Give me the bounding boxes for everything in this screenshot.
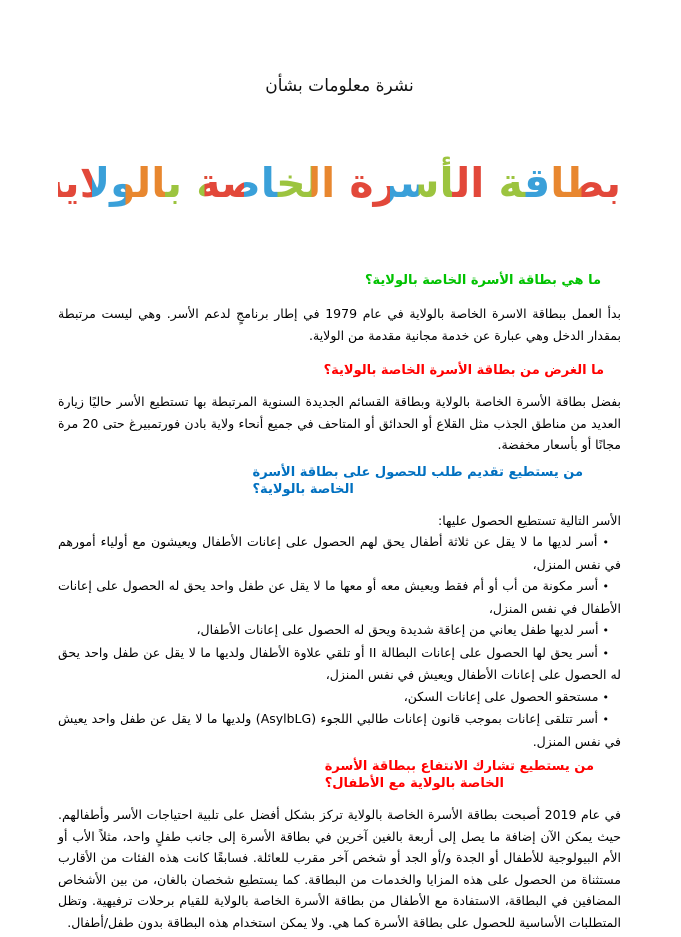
list-item [58, 531, 621, 575]
document-title: بطاقة الأسرة الخاصة بالولاية [58, 142, 621, 224]
section-paragraph-share-with-children: في عام 2019 أصبحت بطاقة الأسرة الخاصة بالولاية تركز بشكل أفضل على تلبية احتياجات الأسر وأطفالهم. حيث يمكن الآن إضافة ما يصل إلى أربعة بالغين آخرين في بطاقة الأسرة إلى جانب طفلٍ واحد، مثلاً الأب أو الأم البيولوجية للأطفال أو الجدة و/أو الجد أو شخص آخر مقرب للعائلة. فسابقًا كانت هذه الفئات من الأقارب مستثناة من الحصول على هذه المزايا والخدمات من البطاقة. كما يستطيع شخصان بالغان، من بين الأشخاص المضافين في البطاقة، الاستفادة مع الأطفال من بطاقة الأسرة الخاصة بالولاية للقيام برحلات ترفيهية. وتظل المتطلبات الأساسية للحصول على بطاقة الأسرة كما هي. ولا يمكن استخدام هذه البطاقة بدون طفل/أطفال. [58, 807, 621, 930]
bullet-icon: • [602, 646, 609, 660]
list-item-text: أسر تتلقى إعانات بموجب قانون إعانات طالبي اللجوء (AsylbLG) ولديها ما لا يقل عن طفل واحد يعيش في نفس المنزل. [58, 711, 621, 749]
list-item-text: مستحقو الحصول على إعانات السكن، [403, 688, 599, 704]
list-item-text: أسر لديها طفل يعاني من إعاقة شديدة ويحق له الحصول على إعانات الأطفال، [196, 622, 599, 637]
eligible-families-list [58, 531, 621, 752]
bullet-icon: • [602, 624, 609, 637]
list-item [58, 642, 621, 686]
section-heading-purpose: ما الغرض من بطاقة الأسرة الخاصة بالولاية؟ [323, 363, 604, 378]
heading-line-2: الخاصة بالولاية مع الأطفال؟ [324, 776, 504, 791]
list-item-text: أسر لديها ما لا يقل عن ثلاثة أطفال يحق لهم الحصول على إعانات الأطفال ويعيشون مع أولياء أمورهم في نفس المنزل، [58, 534, 621, 572]
list-item [58, 575, 621, 619]
heading-line-1: من يستطيع تشارك الانتفاع ببطاقة الأسرة [324, 759, 594, 774]
section-heading-who-can-apply [253, 464, 583, 498]
section-paragraph-what-is-it: بدأ العمل ببطاقة الاسرة الخاصة بالولاية في عام 1979 في إطار برنامجٍ لدعم الأسر. وهي ليست مرتبطة بمقدار الدخل وهي عبارة عن خدمة مجانية مقدمة من الولاية. [58, 306, 622, 343]
bullet-icon: • [602, 713, 609, 726]
bullet-icon: • [602, 690, 609, 704]
document-kicker: نشرة معلومات بشأن [265, 76, 414, 96]
bullet-icon: • [602, 580, 609, 593]
heading-line-2: الخاصة بالولاية؟ [252, 481, 354, 497]
list-item [58, 686, 621, 709]
section-heading-share-with-children [325, 758, 594, 792]
section-heading-share-with-children-wrap [58, 758, 594, 792]
list-item-text: أسر مكونة من أب أو أم فقط ويعيش معه أو معها ما لا يقل عن طفل واحد يحق له الحصول على إعانات الأطفال في نفس المنزل، [58, 578, 621, 616]
list-item [58, 619, 621, 642]
heading-line-1: من يستطيع تقديم طلب للحصول على بطاقة الأسرة [252, 464, 583, 480]
section-heading-what-is-it: ما هي بطاقة الأسرة الخاصة بالولاية؟ [364, 273, 601, 288]
section-paragraph-purpose: بفضل بطاقة الأسرة الخاصة بالولاية وبطاقة القسائم الجديدة السنوية المرتبطة بها تستطيع الأسر حاليًا زيارة العديد من مناطق الجذب مثل القلاع أو الحدائق أو المتاحف في جميع أنحاء ولاية بادن فورتمبيرغ حتى 20 مرة مجانًا أو بأسعار مخفضة. [58, 394, 621, 452]
list-item [58, 708, 621, 752]
bullet-icon: • [602, 536, 609, 549]
list-item-text: أسر يحق لها الحصول على إعانات البطالة II أو تلقي علاوة الأطفال ولديها ما لا يقل عن طفل واحد يحق له الحصول على إعانات الأطفال ويعيش في نفس المنزل، [58, 644, 621, 682]
eligible-families-intro: الأسر التالية تستطيع الحصول عليها: [438, 512, 621, 528]
section-heading-who-can-apply-wrap [58, 464, 583, 498]
